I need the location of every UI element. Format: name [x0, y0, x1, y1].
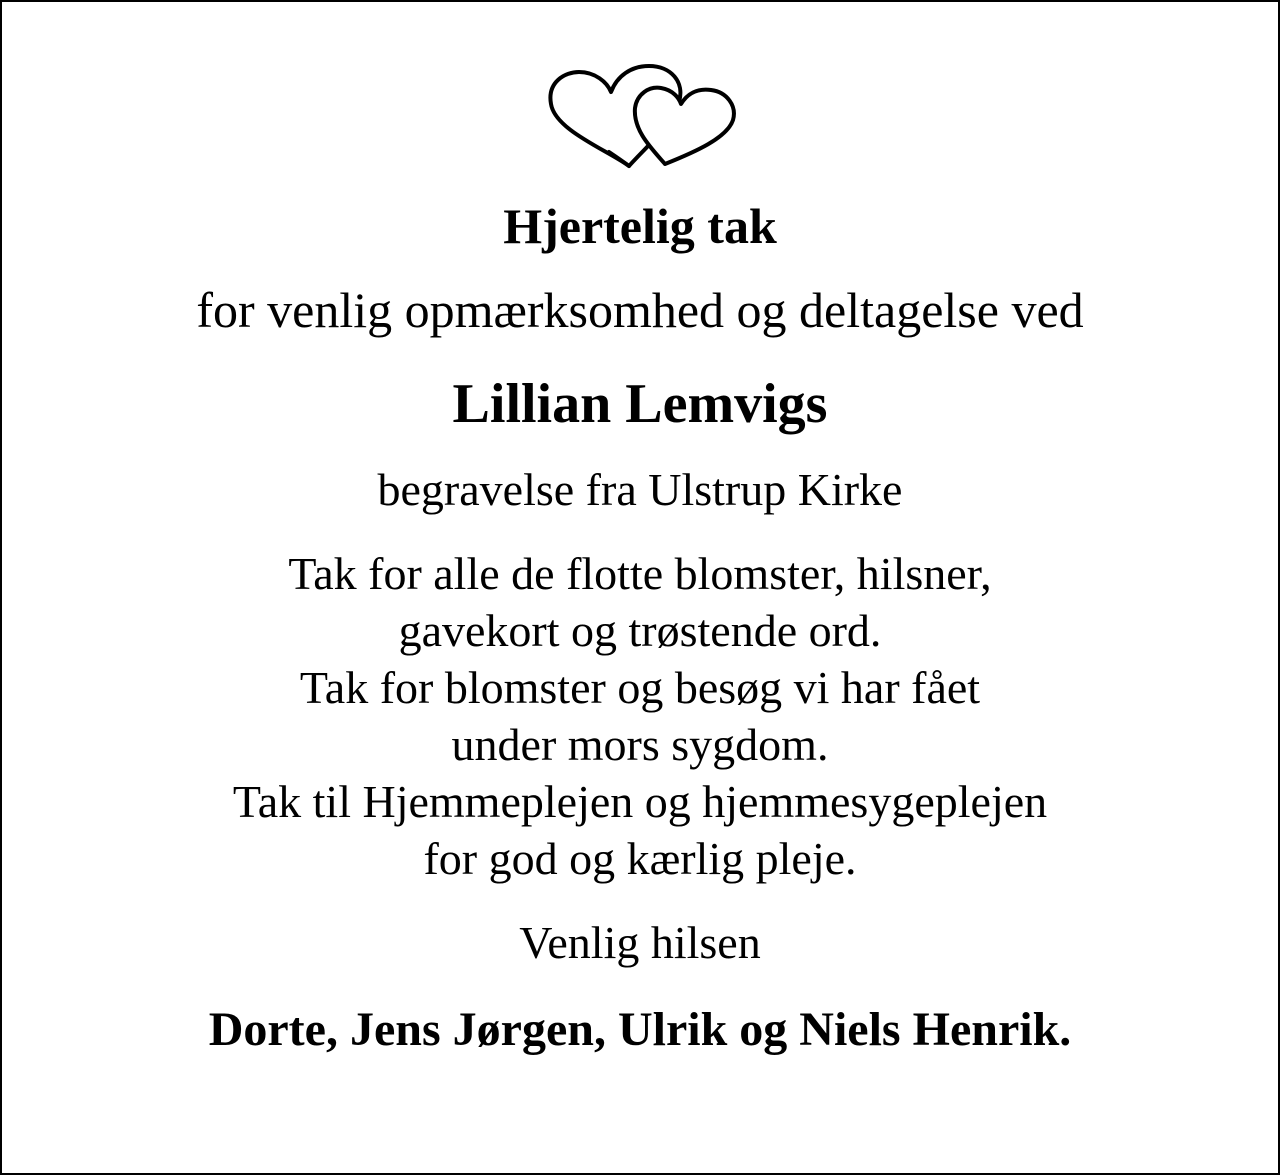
closing-greeting: Venlig hilsen: [519, 917, 761, 968]
signature: Dorte, Jens Jørgen, Ulrik og Niels Henrik.: [208, 1003, 1072, 1056]
message-line: for god og kærlig pleje.: [423, 833, 857, 884]
message-line: Tak for blomster og besøg vi har fået: [299, 662, 981, 713]
message-line: under mors sygdom.: [451, 719, 829, 770]
funeral-info: begravelse fra Ulstrup Kirke: [377, 464, 903, 515]
message-line: Tak til Hjemmeplejen og hjemmesygeplejen: [232, 776, 1048, 827]
notice-intro: for venlig opmærksomhed og deltagelse ved: [196, 282, 1084, 338]
thank-you-message: [2, 545, 1278, 887]
two-hearts-icon: [547, 64, 739, 172]
message-line: Tak for alle de flotte blomster, hilsner,: [288, 548, 992, 599]
deceased-name: Lillian Lemvigs: [452, 373, 828, 435]
notice-heading: Hjertelig tak: [503, 198, 777, 254]
message-line: gavekort og trøstende ord.: [398, 605, 882, 656]
